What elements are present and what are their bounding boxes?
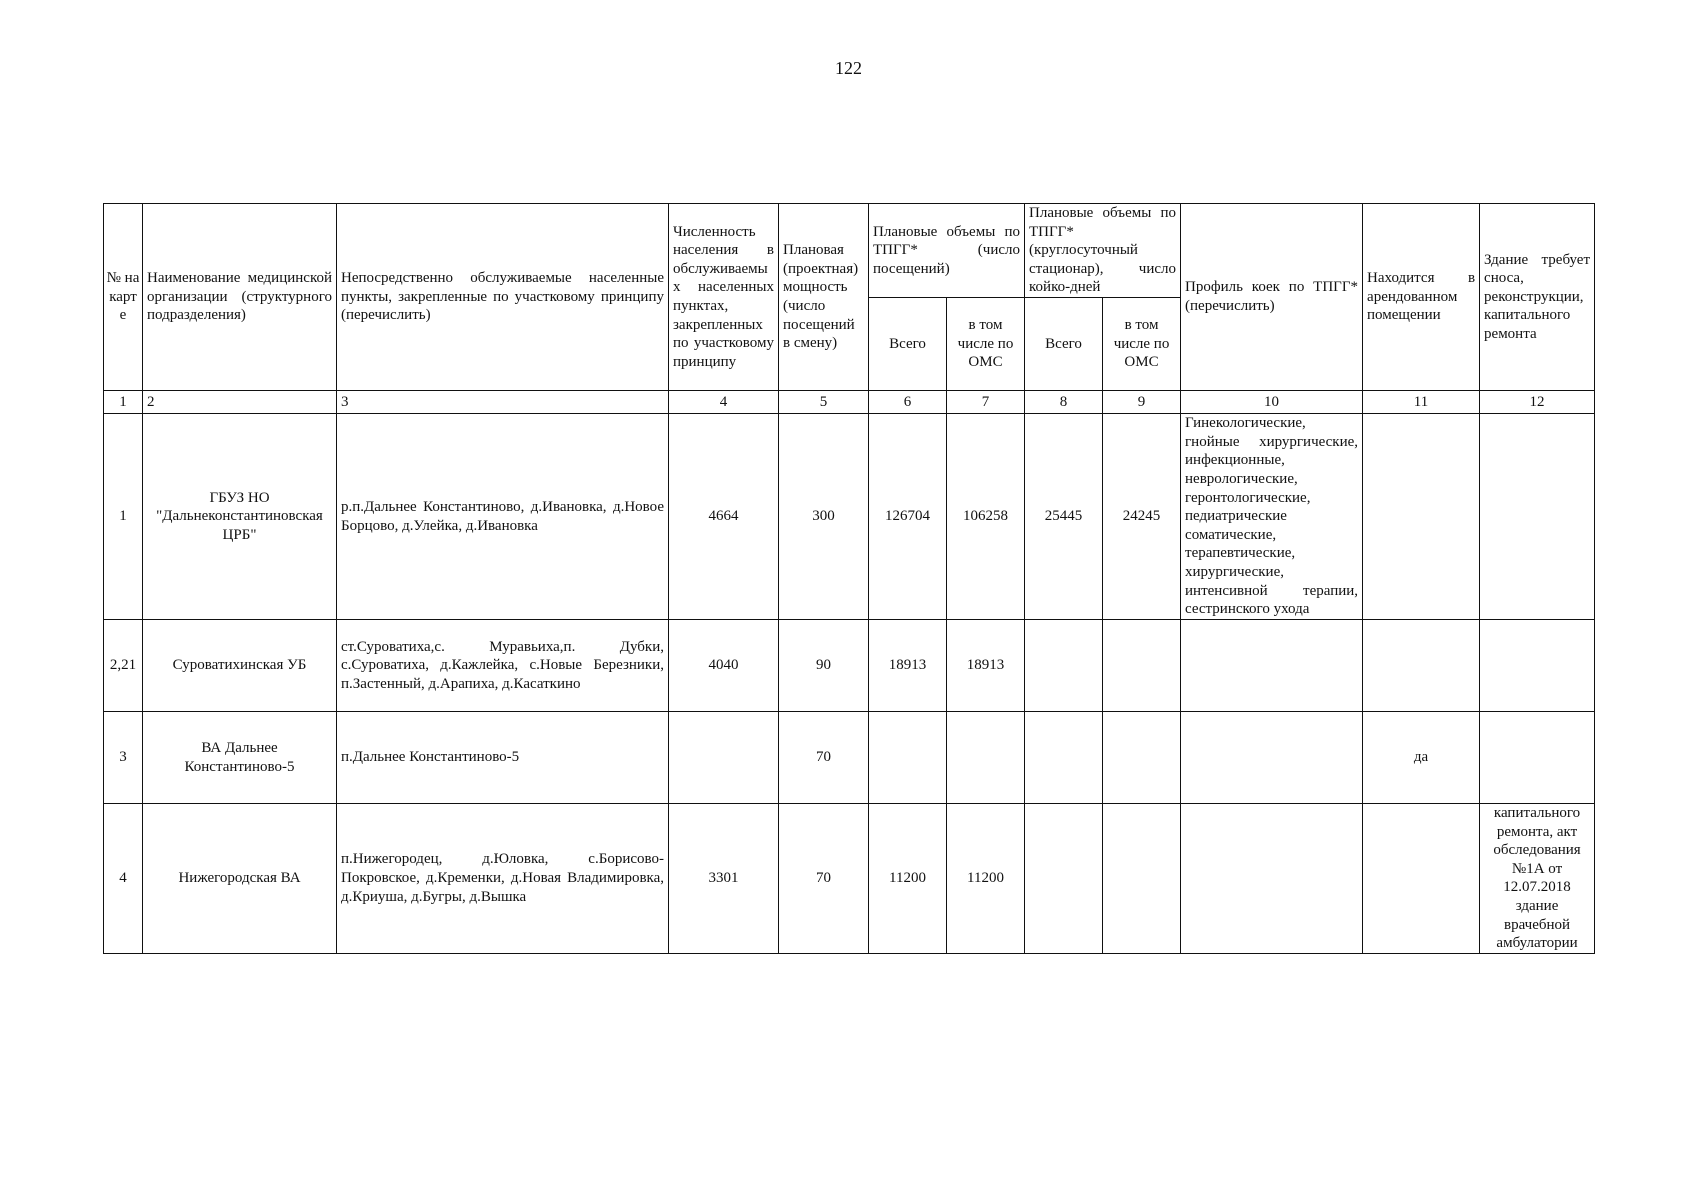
cell-rented [1363, 804, 1480, 954]
cell-settlements: п.Дальнее Константиново-5 [337, 712, 669, 804]
cell-settlements: р.п.Дальнее Константиново, д.Ивановка, д.Новое Борцово, д.Улейка, д.Ивановка [337, 414, 669, 620]
header-capacity: Плановая (проектная) мощность (число посещений в смену) [779, 204, 869, 391]
cell-organization: ГБУЗ НО "Дальнеконстантиновская ЦРБ" [143, 414, 337, 620]
cell-bed-profile [1181, 804, 1363, 954]
cell-visits-total: 11200 [869, 804, 947, 954]
cell-map-number: 4 [104, 804, 143, 954]
cell-building-state [1480, 414, 1595, 620]
cell-visits-total [869, 712, 947, 804]
cell-map-number: 2,21 [104, 620, 143, 712]
column-number: 6 [869, 391, 947, 414]
column-numbers-row [104, 391, 1595, 414]
column-number: 1 [104, 391, 143, 414]
cell-building-state [1480, 712, 1595, 804]
cell-beds-oms [1103, 804, 1181, 954]
header-visits-oms: в том числе по ОМС [947, 298, 1025, 391]
cell-visits-oms: 11200 [947, 804, 1025, 954]
cell-organization: ВА Дальнее Константиново-5 [143, 712, 337, 804]
cell-beds-oms [1103, 620, 1181, 712]
header-visits-group: Плановые объемы по ТПГГ* (число посещений) [869, 204, 1025, 298]
header-beds-total: Всего [1025, 298, 1103, 391]
cell-beds-total [1025, 620, 1103, 712]
cell-beds-total [1025, 712, 1103, 804]
table-body [104, 391, 1595, 954]
cell-population: 4040 [669, 620, 779, 712]
cell-rented [1363, 414, 1480, 620]
cell-beds-oms: 24245 [1103, 414, 1181, 620]
table-header [104, 204, 1595, 391]
cell-capacity: 300 [779, 414, 869, 620]
cell-beds-total [1025, 804, 1103, 954]
header-organization: Наименование медицинской организации (структурного подразделения) [143, 204, 337, 391]
column-number: 4 [669, 391, 779, 414]
cell-capacity: 70 [779, 804, 869, 954]
header-settlements: Непосредственно обслуживаемые населенные пункты, закрепленные по участковому принципу (перечислить) [337, 204, 669, 391]
cell-population [669, 712, 779, 804]
column-number: 3 [337, 391, 669, 414]
column-number: 5 [779, 391, 869, 414]
page-number: 122 [835, 58, 862, 78]
cell-bed-profile: Гинекологические, гнойные хирургические, инфекционные, неврологические, геронтологические, педиатрические соматические, терапевтические, хирургические, интенсивной терапии, сестринского ухода [1181, 414, 1363, 620]
cell-beds-oms [1103, 712, 1181, 804]
cell-bed-profile [1181, 620, 1363, 712]
cell-organization: Нижегородская ВА [143, 804, 337, 954]
cell-building-state [1480, 620, 1595, 712]
column-number: 2 [143, 391, 337, 414]
table-row [104, 414, 1595, 620]
cell-rented [1363, 620, 1480, 712]
cell-visits-oms [947, 712, 1025, 804]
cell-organization: Суроватихинская УБ [143, 620, 337, 712]
cell-capacity: 90 [779, 620, 869, 712]
cell-visits-oms: 18913 [947, 620, 1025, 712]
cell-map-number: 3 [104, 712, 143, 804]
header-bed-profile: Профиль коек по ТПГГ* (перечислить) [1181, 204, 1363, 391]
column-number: 12 [1480, 391, 1595, 414]
column-number: 10 [1181, 391, 1363, 414]
cell-bed-profile [1181, 712, 1363, 804]
cell-capacity: 70 [779, 712, 869, 804]
header-row [104, 204, 1595, 298]
column-number: 8 [1025, 391, 1103, 414]
table-row [104, 620, 1595, 712]
cell-visits-total: 126704 [869, 414, 947, 620]
header-visits-total: Всего [869, 298, 947, 391]
cell-visits-oms: 106258 [947, 414, 1025, 620]
cell-settlements: ст.Суроватиха,с. Муравьиха,п. Дубки, с.Суроватиха, д.Кажлейка, с.Новые Березники, п.Застенный, д.Арапиха, д.Касаткино [337, 620, 669, 712]
cell-rented: да [1363, 712, 1480, 804]
cell-population: 3301 [669, 804, 779, 954]
header-building-state: Здание требует сноса, реконструкции, капитального ремонта [1480, 204, 1595, 391]
column-number: 7 [947, 391, 1025, 414]
header-rented: Находится в арендованном помещении [1363, 204, 1480, 391]
table-row [104, 712, 1595, 804]
cell-building-state: капитального ремонта, акт обследования №1А от 12.07.2018 здание врачебной амбулатории [1480, 804, 1595, 954]
column-number: 11 [1363, 391, 1480, 414]
table-row [104, 804, 1595, 954]
column-number: 9 [1103, 391, 1181, 414]
cell-population: 4664 [669, 414, 779, 620]
header-map-number: № на карте [104, 204, 143, 391]
cell-visits-total: 18913 [869, 620, 947, 712]
header-beds-group: Плановые объемы по ТПГГ* (круглосуточный стационар), число койко-дней [1025, 204, 1181, 298]
header-beds-oms: в том числе по ОМС [1103, 298, 1181, 391]
facilities-table [103, 203, 1595, 954]
cell-map-number: 1 [104, 414, 143, 620]
header-population: Численность населения в обслуживаемых населенных пунктах, закрепленных по участковому принципу [669, 204, 779, 391]
cell-beds-total: 25445 [1025, 414, 1103, 620]
cell-settlements: п.Нижегородец, д.Юловка, с.Борисово-Покровское, д.Кременки, д.Новая Владимировка, д.Криуша, д.Бугры, д.Вышка [337, 804, 669, 954]
